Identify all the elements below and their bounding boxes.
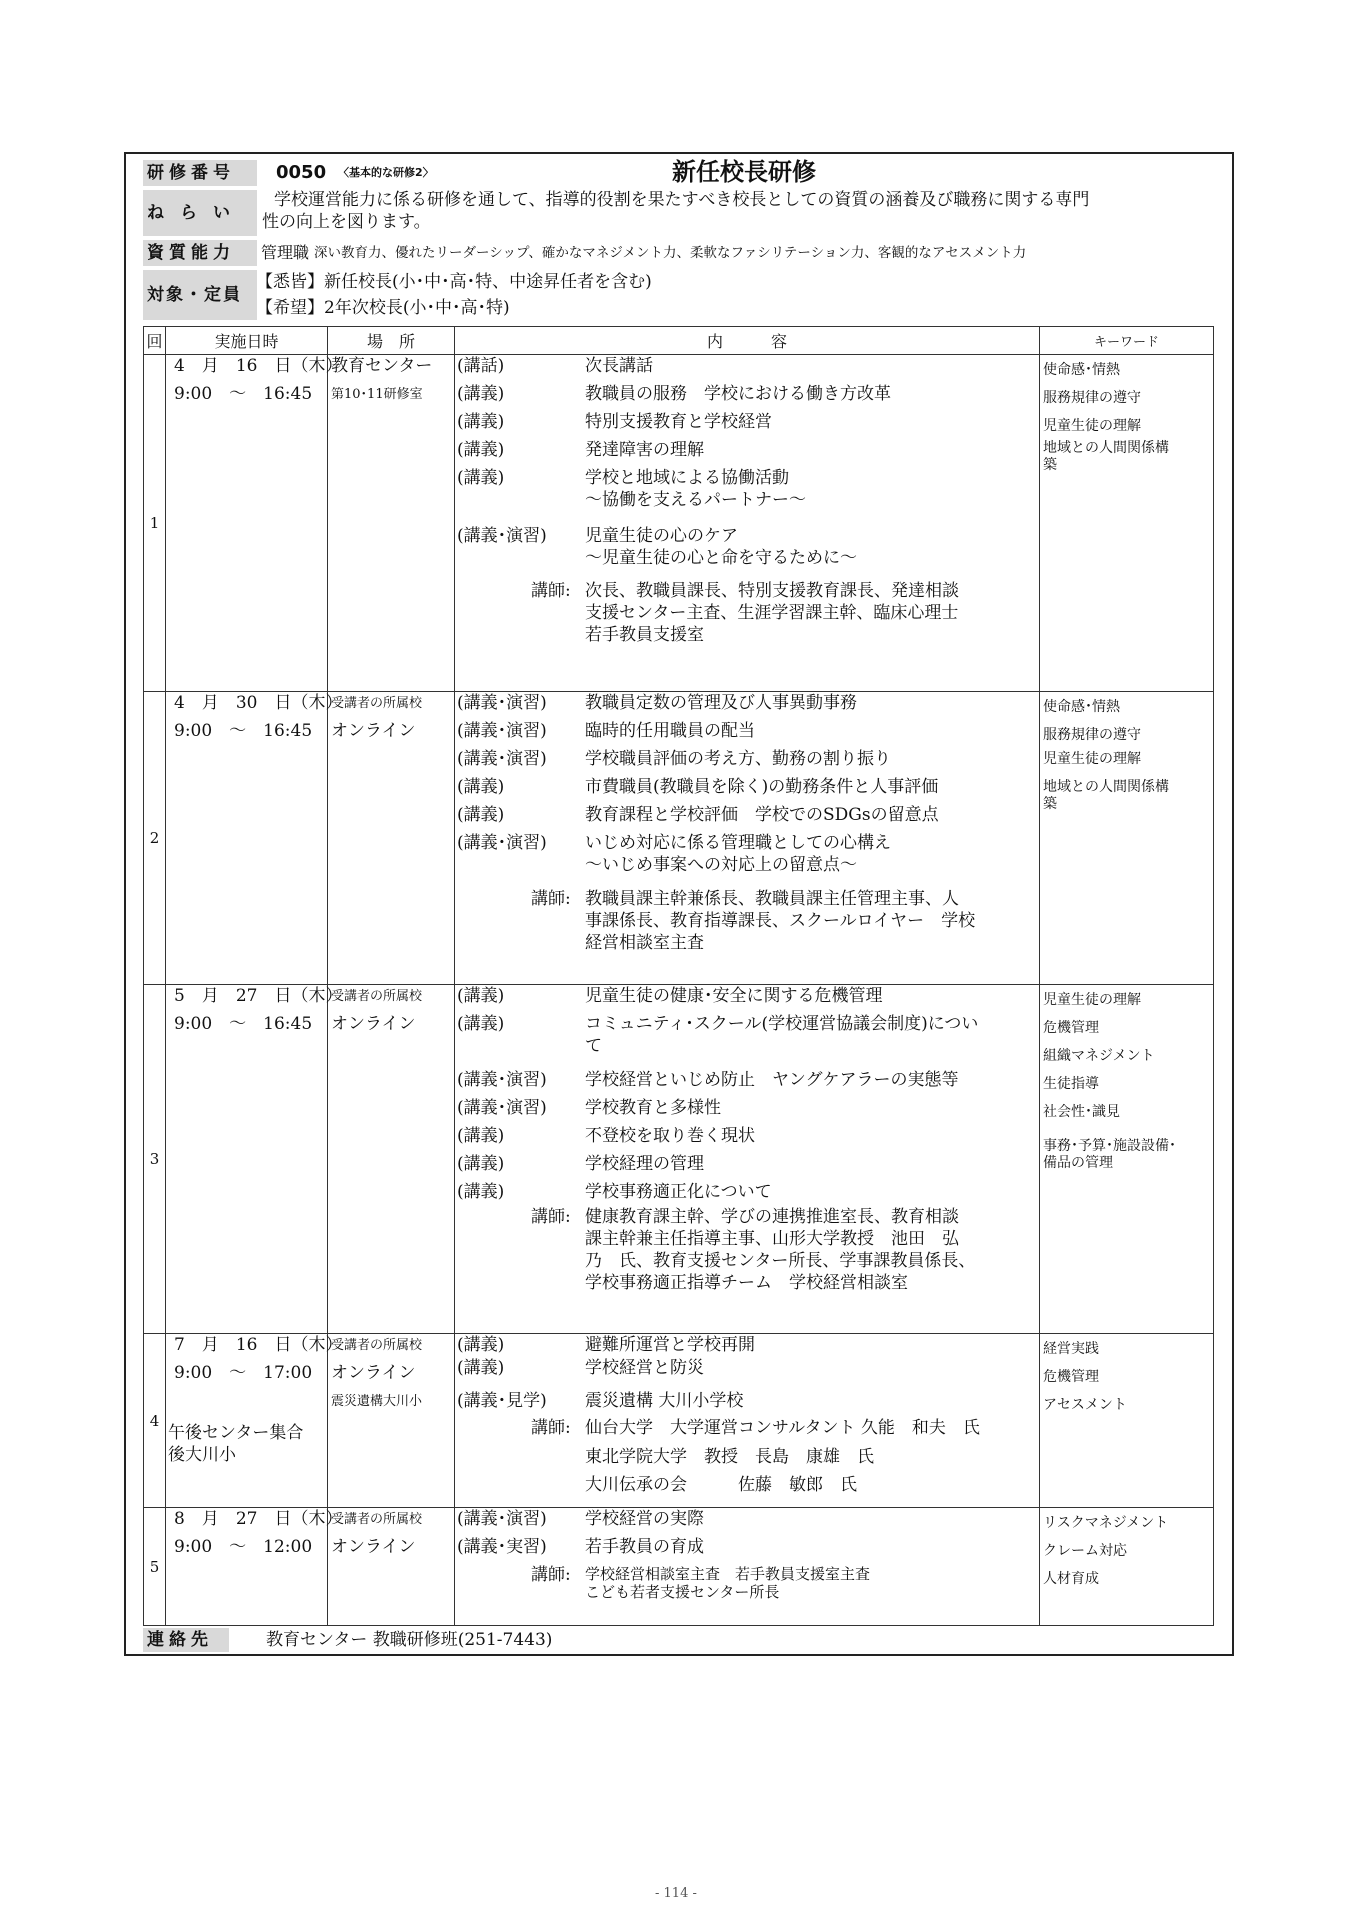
keyword: 地域との人間関係構 <box>1043 440 1169 456</box>
taisho-1: 【悉皆】新任校長(小･中･高･特、中途昇任者を含む) <box>256 272 652 292</box>
session-date-cell <box>166 1508 343 1626</box>
session-date: 4 月 16 日（木） <box>174 356 343 376</box>
item-title: 学校経営と防災 <box>585 1358 704 1378</box>
item-title: 市費職員(教職員を除く)の勤務条件と人事評価 <box>585 777 939 797</box>
item-title: 児童生徒の健康･安全に関する危機管理 <box>585 986 883 1006</box>
session-keyword-cell <box>1040 692 1214 985</box>
nerai-text-1: 学校運営能力に係る研修を通して、指導的役割を果たすべき校長としての資質の涵養及び職務に関する専門 <box>274 190 1090 210</box>
item-type: (講義) <box>457 412 505 432</box>
session-room: オンライン <box>331 721 416 741</box>
session-note: 後大川小 <box>168 1445 236 1465</box>
item-title: 児童生徒の心のケア <box>585 526 738 546</box>
keyword: 社会性･識見 <box>1043 1104 1120 1120</box>
col-kai: 回 <box>144 327 166 355</box>
item-type: (講義) <box>457 468 505 488</box>
session-room: オンライン <box>331 1363 416 1383</box>
lecturer-line: 大川伝承の会 佐藤 敏郎 氏 <box>585 1475 857 1495</box>
keyword: 築 <box>1043 457 1057 473</box>
item-type: (講義) <box>457 1358 505 1378</box>
item-title: 避難所運営と学校再開 <box>585 1335 755 1355</box>
session-no: 4 <box>144 1334 166 1508</box>
session-place-cell <box>328 355 455 692</box>
keyword: 人材育成 <box>1043 1571 1099 1587</box>
item-subtitle: て <box>585 1036 602 1056</box>
keyword: 危機管理 <box>1043 1369 1099 1385</box>
session-site: 震災遺構大川小 <box>331 1394 423 1409</box>
session-date: 4 月 30 日（木） <box>174 693 343 713</box>
session-keyword-cell <box>1040 355 1214 692</box>
keyword: 服務規律の遵守 <box>1043 390 1141 406</box>
keyword: 組織マネジメント <box>1043 1048 1155 1064</box>
keyword: クレーム対応 <box>1043 1543 1127 1559</box>
table-row <box>144 692 1214 985</box>
item-type: (講義･演習) <box>457 749 547 769</box>
item-title: 震災遺構 大川小学校 <box>585 1391 744 1411</box>
item-type: (講義) <box>457 1014 505 1034</box>
page-title: 新任校長研修 <box>672 158 816 186</box>
lecturer-line: こども若者支援センター所長 <box>585 1583 780 1601</box>
item-title: 学校経理の管理 <box>585 1154 704 1174</box>
session-date-cell <box>166 355 343 692</box>
keyword: 地域との人間関係構 <box>1043 779 1169 795</box>
session-place: 受講者の所属校 <box>331 696 423 711</box>
item-type: (講義･演習) <box>457 693 547 713</box>
item-title: 教職員定数の管理及び人事異動事務 <box>585 693 857 713</box>
table-row <box>144 985 1214 1334</box>
session-time: 9:00 ～ 16:45 <box>174 1014 313 1034</box>
session-date: 5 月 27 日（木） <box>174 986 343 1006</box>
keyword: 使命感･情熱 <box>1043 699 1120 715</box>
session-content-cell <box>455 355 1040 692</box>
session-place: 受講者の所属校 <box>331 1512 423 1527</box>
item-type: (講義) <box>457 384 505 404</box>
session-date-cell <box>166 985 343 1334</box>
item-type: (講義) <box>457 805 505 825</box>
item-title: 不登校を取り巻く現状 <box>585 1126 755 1146</box>
session-content-cell <box>455 1508 1040 1626</box>
session-no: 5 <box>144 1508 166 1626</box>
keyword: 危機管理 <box>1043 1020 1099 1036</box>
item-type: (講義･演習) <box>457 1098 547 1118</box>
table-row <box>144 1334 1214 1508</box>
training-sheet <box>124 152 1234 1656</box>
keyword: リスクマネジメント <box>1043 1515 1169 1531</box>
item-title: 学校経営といじめ防止 ヤングケアラーの実態等 <box>585 1070 959 1090</box>
taisho-2: 【希望】2年次校長(小･中･高･特) <box>256 298 510 318</box>
session-place: 受講者の所属校 <box>331 1338 423 1353</box>
kenshu-number: 0050 <box>276 162 327 183</box>
item-type: (講義･演習) <box>457 1509 547 1529</box>
item-subtitle: ～いじめ事案への対応上の留意点～ <box>585 855 857 875</box>
session-date-cell <box>166 692 343 985</box>
keyword: 築 <box>1043 796 1057 812</box>
lecturer-line: 乃 氏、教育支援センター所長、学事課教員係長、 <box>585 1251 976 1271</box>
session-place: 受講者の所属校 <box>331 989 423 1004</box>
item-title: 学校事務適正化について <box>585 1182 772 1202</box>
table-row <box>144 1508 1214 1626</box>
shishitsu-prefix: 管理職 <box>261 243 310 262</box>
item-type: (講話) <box>457 356 505 376</box>
session-content-cell <box>455 1334 1040 1508</box>
taisho-label: 対象・定員 <box>143 270 257 320</box>
item-title: 学校教育と多様性 <box>585 1098 721 1118</box>
item-title: いじめ対応に係る管理職としての心構え <box>585 833 891 853</box>
session-time: 9:00 ～ 16:45 <box>174 721 313 741</box>
item-title: 若手教員の育成 <box>585 1537 704 1557</box>
session-no: 1 <box>144 355 166 692</box>
lecturer-line: 東北学院大学 教授 長島 康雄 氏 <box>585 1447 874 1467</box>
item-type: (講義･実習) <box>457 1537 547 1557</box>
shishitsu-text: 深い教育力、優れたリーダーシップ、確かなマネジメント力、柔軟なファシリテーション力、客観的なアセスメント力 <box>314 245 1027 261</box>
session-date-cell <box>166 1334 343 1508</box>
lecturer-line: 経営相談室主査 <box>585 933 704 953</box>
session-time: 9:00 ～ 17:00 <box>174 1363 313 1383</box>
keyword: 経営実践 <box>1043 1341 1099 1357</box>
session-place-cell <box>328 985 455 1334</box>
session-place: 教育センター <box>331 356 433 376</box>
col-keyword: キーワード <box>1040 327 1214 355</box>
lecturer-line: 次長、教職員課長、特別支援教育課長、発達相談 <box>585 581 959 601</box>
lecturer-label: 講師: <box>531 1207 571 1227</box>
lecturer-line: 仙台大学 大学運営コンサルタント 久能 和夫 氏 <box>585 1418 980 1438</box>
contact-text: 教育センター 教職研修班(251-7443) <box>266 1630 553 1650</box>
session-place-cell <box>328 1334 455 1508</box>
item-title: 臨時的任用職員の配当 <box>585 721 755 741</box>
session-no: 3 <box>144 985 166 1334</box>
item-type: (講義) <box>457 1154 505 1174</box>
item-type: (講義) <box>457 1182 505 1202</box>
session-date: 8 月 27 日（木） <box>174 1509 343 1529</box>
table-row <box>144 355 1214 692</box>
item-title: コミュニティ･スクール(学校運営協議会制度)につい <box>585 1014 979 1034</box>
item-title: 次長講話 <box>585 356 653 376</box>
nerai-label: ねらい <box>143 190 257 236</box>
page-number: - 114 - <box>655 1886 697 1901</box>
kenshu-category: 〈基本的な研修2〉 <box>338 166 434 179</box>
session-room: オンライン <box>331 1014 416 1034</box>
col-date: 実施日時 <box>166 327 328 355</box>
lecturer-line: 健康教育課主幹、学びの連携推進室長、教育相談 <box>585 1207 959 1227</box>
lecturer-label: 講師: <box>531 581 571 601</box>
session-room: オンライン <box>331 1537 416 1557</box>
item-type: (講義･演習) <box>457 1070 547 1090</box>
lecturer-line: 事課係長、教育指導課長、スクールロイヤー 学校 <box>585 911 976 931</box>
lecturer-line: 学校経営相談室主査 若手教員支援室主査 <box>585 1565 871 1583</box>
item-type: (講義) <box>457 440 505 460</box>
item-type: (講義･演習) <box>457 526 547 546</box>
session-keyword-cell <box>1040 1508 1214 1626</box>
lecturer-line: 若手教員支援室 <box>585 625 704 645</box>
lecturer-line: 支援センター主査、生涯学習課主幹、臨床心理士 <box>585 603 959 623</box>
item-title: 教育課程と学校評価 学校でのSDGsの留意点 <box>585 805 939 825</box>
lecturer-line: 教職員課主幹兼係長、教職員課主任管理主事、人 <box>585 889 959 909</box>
session-room: 第10･11研修室 <box>331 387 423 402</box>
contact-label: 連絡先 <box>143 1628 229 1652</box>
table-header-row <box>144 327 1214 355</box>
item-title: 学校職員評価の考え方、勤務の割り振り <box>585 749 891 769</box>
session-time: 9:00 ～ 16:45 <box>174 384 313 404</box>
keyword: 服務規律の遵守 <box>1043 727 1141 743</box>
lecturer-line: 課主幹兼主任指導主事、山形大学教授 池田 弘 <box>585 1229 959 1249</box>
item-type: (講義) <box>457 1335 505 1355</box>
shishitsu-label: 資質能力 <box>143 240 257 266</box>
session-date: 7 月 16 日（木） <box>174 1335 343 1355</box>
item-title: 教職員の服務 学校における働き方改革 <box>585 384 891 404</box>
session-content-cell <box>455 985 1040 1334</box>
keyword: 児童生徒の理解 <box>1043 751 1141 767</box>
item-subtitle: ～協働を支えるパートナー～ <box>585 490 806 510</box>
schedule-table <box>143 326 1214 1626</box>
session-keyword-cell <box>1040 1334 1214 1508</box>
session-place-cell <box>328 692 455 985</box>
keyword: 児童生徒の理解 <box>1043 992 1141 1008</box>
item-type: (講義) <box>457 986 505 1006</box>
session-content-cell <box>455 692 1040 985</box>
item-title: 発達障害の理解 <box>585 440 704 460</box>
item-title: 学校と地域による協働活動 <box>585 468 789 488</box>
item-type: (講義) <box>457 1126 505 1146</box>
item-type: (講義･見学) <box>457 1391 547 1411</box>
session-keyword-cell <box>1040 985 1214 1334</box>
keyword: 使命感･情熱 <box>1043 362 1120 378</box>
item-type: (講義) <box>457 777 505 797</box>
kenshu-label: 研修番号 <box>143 160 257 186</box>
lecturer-line: 学校事務適正指導チーム 学校経営相談室 <box>585 1273 908 1293</box>
lecturer-label: 講師: <box>531 1418 571 1438</box>
keyword: 児童生徒の理解 <box>1043 418 1141 434</box>
session-no: 2 <box>144 692 166 985</box>
session-time: 9:00 ～ 12:00 <box>174 1537 313 1557</box>
session-note: 午後センター集合 <box>168 1423 304 1443</box>
lecturer-label: 講師: <box>531 1565 571 1585</box>
keyword: 事務･予算･施設設備･ <box>1043 1138 1176 1154</box>
item-type: (講義･演習) <box>457 721 547 741</box>
item-type: (講義･演習) <box>457 833 547 853</box>
nerai-text-2: 性の向上を図ります。 <box>262 212 431 232</box>
item-title: 特別支援教育と学校経営 <box>585 412 772 432</box>
keyword: アセスメント <box>1043 1397 1127 1413</box>
item-title: 学校経営の実際 <box>585 1509 704 1529</box>
session-place-cell <box>328 1508 455 1626</box>
item-subtitle: ～児童生徒の心と命を守るために～ <box>585 548 857 568</box>
keyword: 生徒指導 <box>1043 1076 1099 1092</box>
keyword: 備品の管理 <box>1043 1155 1113 1171</box>
col-place: 場 所 <box>328 327 455 355</box>
col-content: 内 容 <box>455 327 1040 355</box>
lecturer-label: 講師: <box>531 889 571 909</box>
